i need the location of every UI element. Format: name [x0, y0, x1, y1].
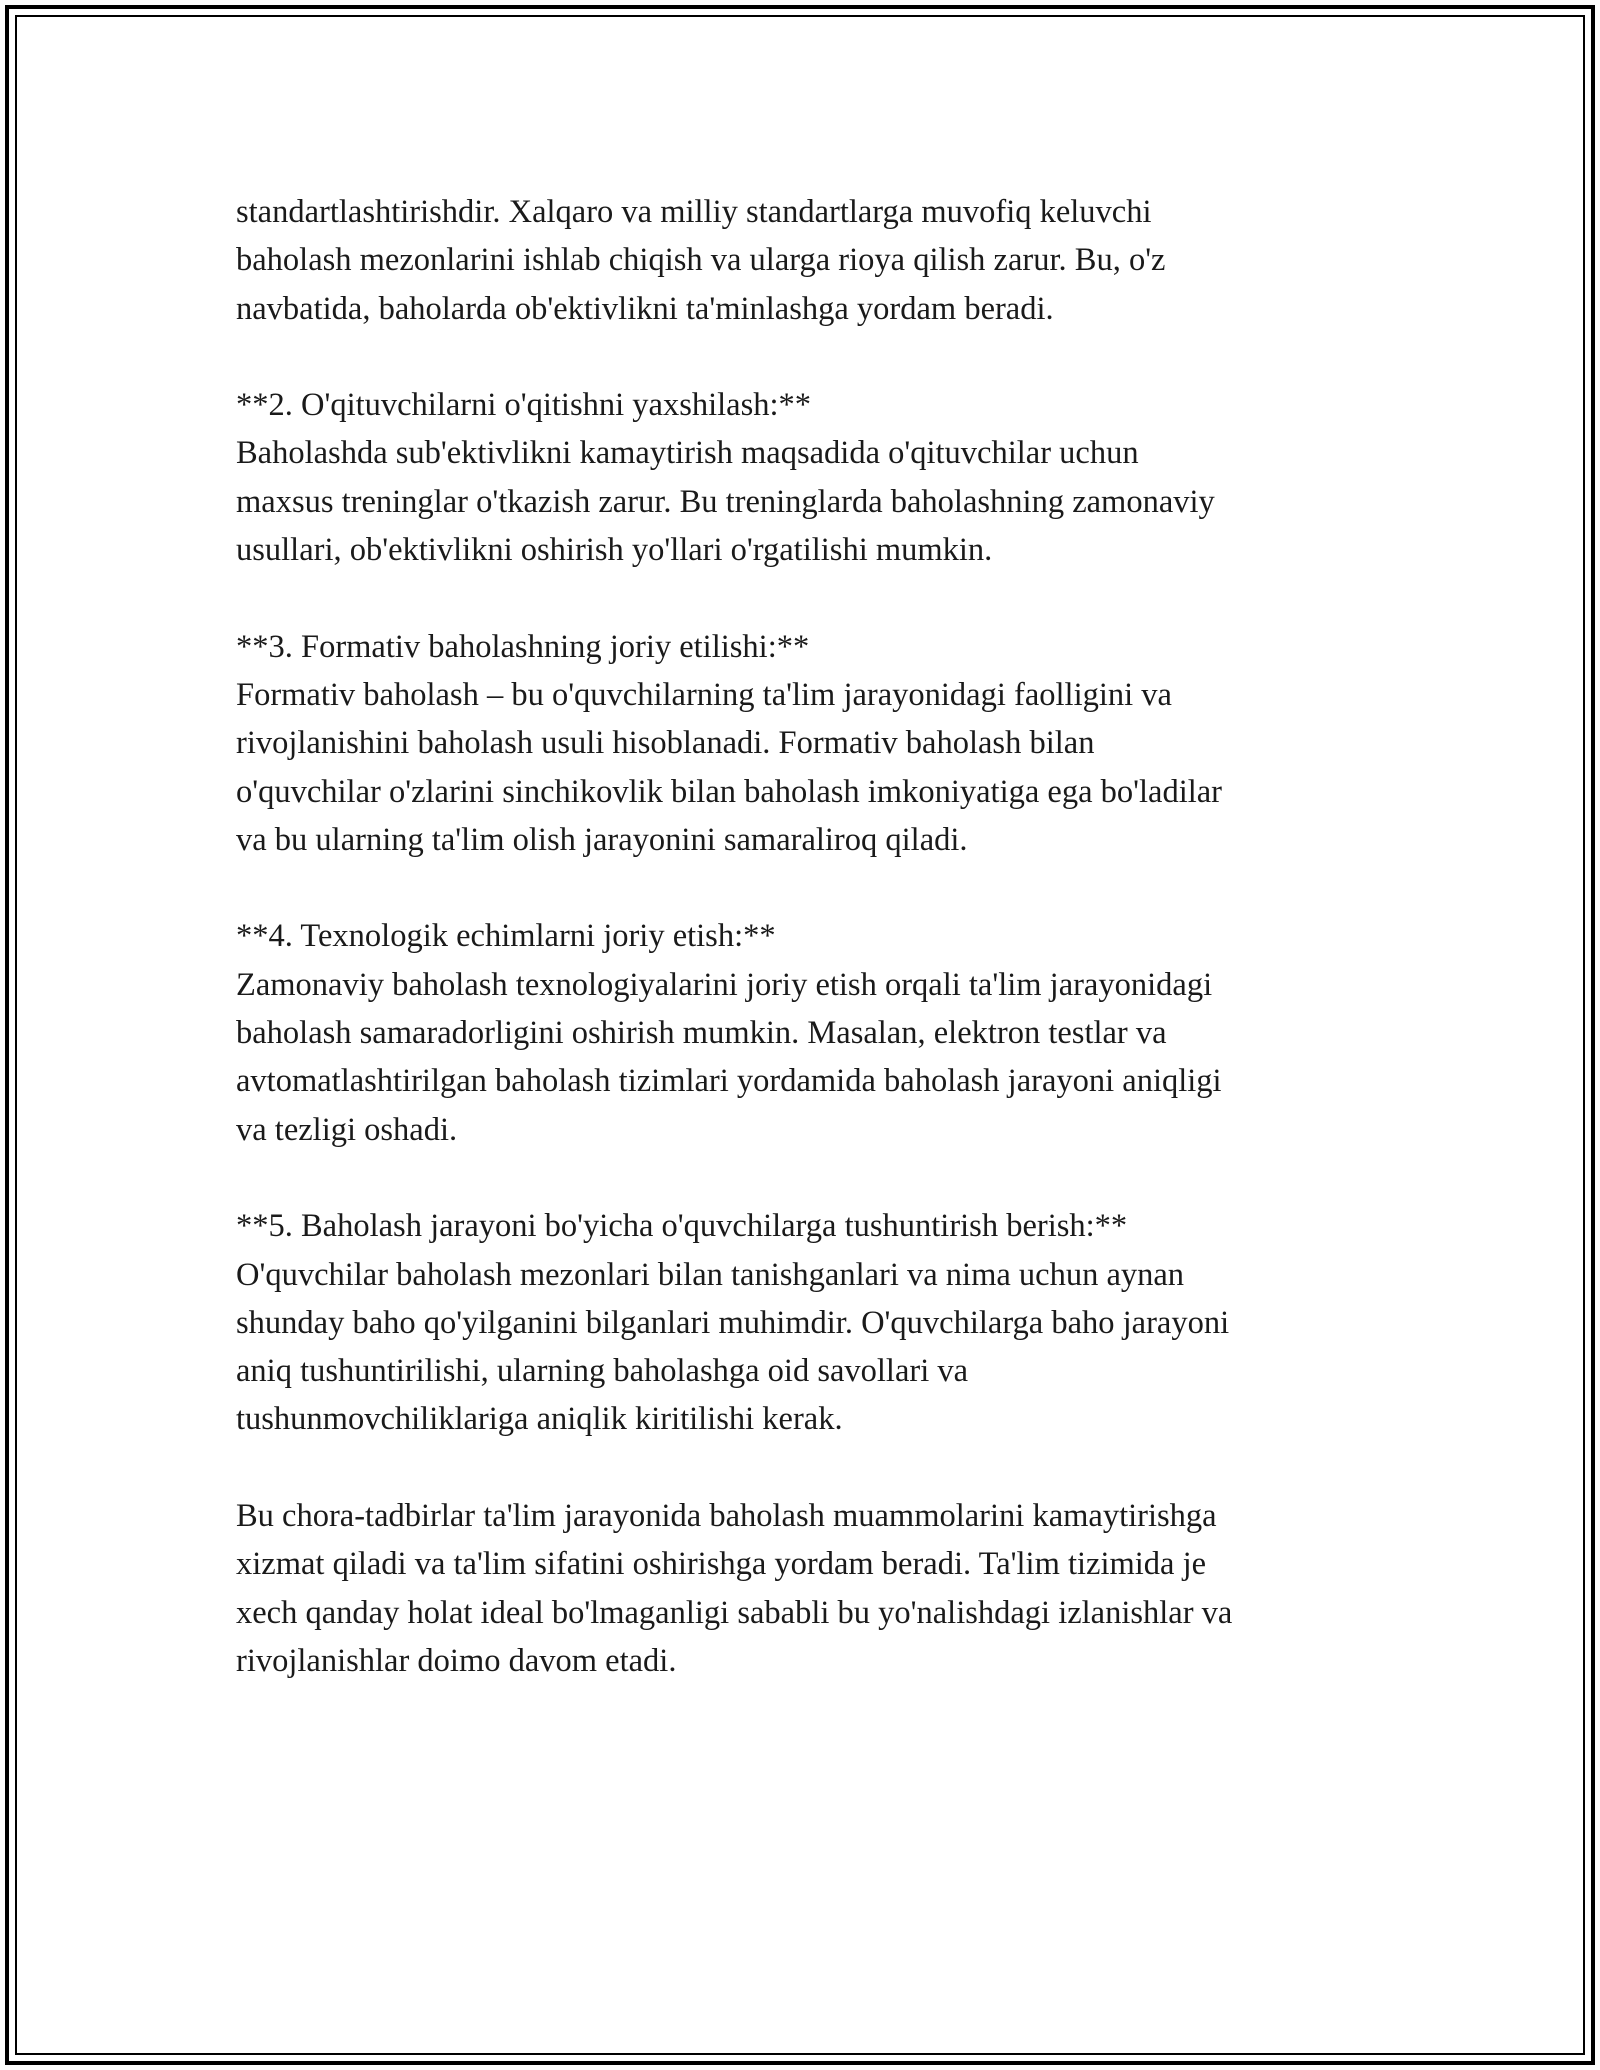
text-line: navbatida, baholarda ob'ektivlikni ta'minlashga yordam beradi. — [236, 290, 1054, 327]
text-line: xech qanday holat ideal bo'lmaganligi sababli bu yo'nalishdagi izlanishlar va — [236, 1594, 1233, 1631]
paragraph-teacher-training — [236, 381, 1416, 574]
text-line: xizmat qiladi va ta'lim sifatini oshirishga yordam beradi. Ta'lim tizimida je — [236, 1546, 1207, 1583]
paragraph-explanation — [236, 1202, 1416, 1443]
text-line: va tezligi oshadi. — [236, 1111, 458, 1148]
text-line: rivojlanishlar doimo davom etadi. — [236, 1642, 677, 1679]
document-body — [236, 188, 1416, 1734]
text-line: standartlashtirishdir. Xalqaro va milliy standartlarga muvofiq keluvchi — [236, 194, 1152, 230]
paragraph-formative-assessment — [236, 623, 1416, 864]
text-line: O'quvchilar baholash mezonlari bilan tanishganlari va nima uchun aynan — [236, 1256, 1185, 1293]
text-line: rivojlanishini baholash usuli hisoblanadi. Formativ baholash bilan — [236, 725, 1095, 762]
text-line: baholash samaradorligini oshirish mumkin. Masalan, elektron testlar va — [236, 1015, 1167, 1052]
text-line: Formativ baholash – bu o'quvchilarning ta'lim jarayonidagi faolligini va — [236, 676, 1172, 713]
section-heading: **5. Baholash jarayoni bo'yicha o'quvchilarga tushuntirish berish:** — [236, 1208, 1128, 1245]
text-line: avtomatlashtirilgan baholash tizimlari yordamida baholash jarayoni aniqligi — [236, 1063, 1222, 1100]
text-line: Bu chora-tadbirlar ta'lim jarayonida baholash muammolarini kamaytirishga — [236, 1498, 1217, 1535]
paragraph-standardization — [236, 188, 1416, 333]
text-line: usullari, ob'ektivlikni oshirish yo'llari o'rgatilishi mumkin. — [236, 532, 993, 569]
text-line: Baholashda sub'ektivlikni kamaytirish maqsadida o'qituvchilar uchun — [236, 435, 1139, 472]
section-heading: **3. Formativ baholashning joriy etilishi:** — [236, 628, 810, 665]
text-line: Zamonaviy baholash texnologiyalarini joriy etish orqali ta'lim jarayonidagi — [236, 966, 1213, 1003]
section-heading: **4. Texnologik echimlarni joriy etish:** — [236, 918, 776, 955]
text-line: o'quvchilar o'zlarini sinchikovlik bilan baholash imkoniyatiga ega bo'ladilar — [236, 773, 1222, 810]
text-line: maxsus treninglar o'tkazish zarur. Bu treninglarda baholashning zamonaviy — [236, 483, 1215, 520]
paragraph-conclusion — [236, 1492, 1416, 1685]
text-line: tushunmovchiliklariga aniqlik kiritilishi kerak. — [236, 1401, 843, 1438]
text-line: shunday baho qo'yilganini bilganlari muhimdir. O'quvchilarga baho jarayoni — [236, 1304, 1230, 1341]
section-heading: **2. O'qituvchilarni o'qitishni yaxshilash:** — [236, 387, 812, 424]
text-line: va bu ularning ta'lim olish jarayonini samaraliroq qiladi. — [236, 821, 968, 858]
paragraph-technology — [236, 912, 1416, 1153]
text-line: baholash mezonlarini ishlab chiqish va ularga rioya qilish zarur. Bu, o'z — [236, 242, 1166, 279]
text-line: aniq tushuntirilishi, ularning baholashga oid savollari va — [236, 1353, 969, 1390]
